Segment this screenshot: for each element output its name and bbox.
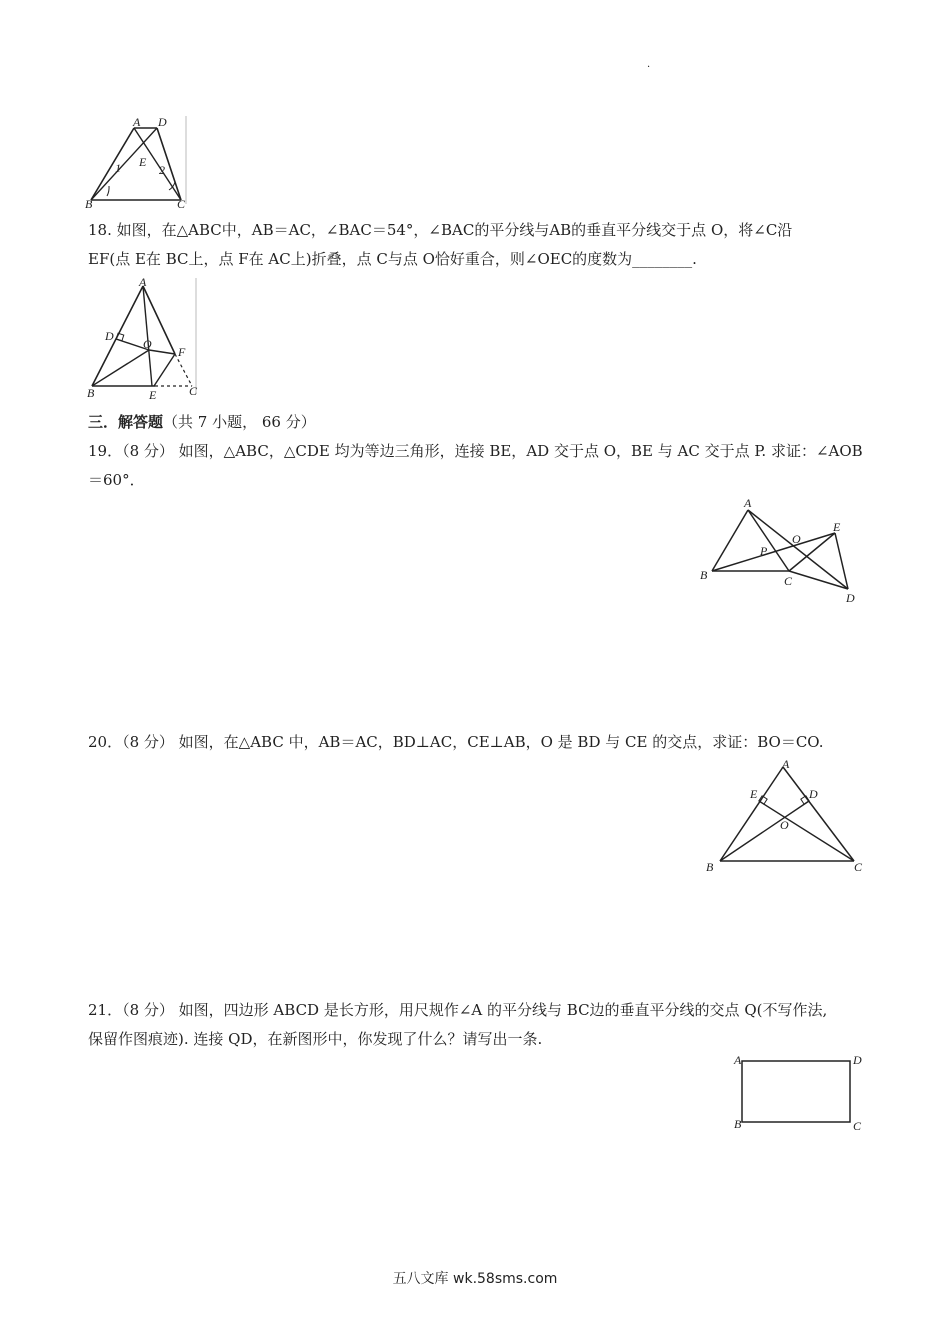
fig18-label-c: C bbox=[189, 384, 198, 398]
fig19-label-b: B bbox=[700, 568, 708, 582]
fig19-label-a: A bbox=[744, 496, 752, 510]
section-3-heading bbox=[88, 412, 316, 432]
q19-text-line1: 19．（8 分） 如图，△ABC，△CDE 均为等边三角形，连接 BE，AD 交于点 O，BE 与 AC 交于点 P. 求证：∠AOB bbox=[88, 442, 863, 460]
fig19-label-e: E bbox=[833, 520, 841, 534]
q21-text-line1: 21．（8 分） 如图，四边形 ABCD 是长方形，用尺规作∠A 的平分线与 BC边的垂直平分线的交点 Q(不写作法, bbox=[88, 1001, 828, 1019]
fig17-angle-1: 1 bbox=[115, 161, 121, 175]
section-3-title: 三．解答题 bbox=[88, 413, 164, 431]
fig18-label-f: F bbox=[178, 345, 186, 359]
section-3-points: （共 7 小题， 66 分） bbox=[163, 413, 316, 431]
q18-text-line2: EF(点 E在 BC上，点 F在 AC上)折叠，点 C与点 O恰好重合，则∠OEC的度数为________. bbox=[88, 250, 697, 268]
fig20-label-b: B bbox=[706, 860, 714, 874]
figure-q19 bbox=[698, 493, 868, 608]
fig19-label-o: O bbox=[792, 532, 801, 546]
fig17-label-d: D bbox=[158, 115, 167, 129]
fig21-label-b: B bbox=[734, 1117, 742, 1131]
fig17-label-e: E bbox=[139, 155, 147, 169]
fig20-label-a: A bbox=[782, 757, 790, 771]
figure-q18 bbox=[85, 276, 205, 400]
fig19-label-d: D bbox=[846, 591, 855, 605]
fig17-label-a: A bbox=[133, 115, 141, 129]
fig18-label-b: B bbox=[87, 386, 95, 400]
fig21-label-c: C bbox=[853, 1119, 862, 1133]
figure-q20 bbox=[704, 755, 869, 877]
fig18-label-a: A bbox=[139, 275, 147, 289]
fig20-label-d: D bbox=[809, 787, 818, 801]
fig19-label-p: P bbox=[760, 544, 768, 558]
figure-q17 bbox=[85, 112, 195, 210]
fig21-label-d: D bbox=[853, 1053, 862, 1067]
fig17-label-c: C bbox=[177, 197, 186, 211]
fig18-label-e: E bbox=[149, 388, 157, 402]
q19-text-line2: ＝60°． bbox=[88, 471, 145, 489]
fig21-label-a: A bbox=[734, 1053, 742, 1067]
fig17-angle-2: 2 bbox=[159, 163, 165, 177]
fig18-label-o: O bbox=[143, 337, 152, 351]
top-dot-mark: · bbox=[647, 62, 651, 73]
figure-q21 bbox=[732, 1052, 867, 1132]
fig18-label-d: D bbox=[105, 329, 114, 343]
q20-text-line1: 20．（8 分） 如图，在△ABC 中，AB＝AC，BD⊥AC，CE⊥AB，O 是 BD 与 CE 的交点，求证：BO＝CO. bbox=[88, 733, 824, 751]
fig20-label-e: E bbox=[750, 787, 758, 801]
fig20-label-c: C bbox=[854, 860, 863, 874]
q21-text-line2: 保留作图痕迹). 连接 QD，在新图形中，你发现了什么？请写出一条. bbox=[88, 1030, 543, 1048]
q18-text-line1: 18. 如图，在△ABC中，AB＝AC，∠BAC＝54°，∠BAC的平分线与AB的垂直平分线交于点 O，将∠C沿 bbox=[88, 221, 793, 239]
fig19-label-c: C bbox=[784, 574, 793, 588]
footer-watermark: 五八文库 wk.58sms.com bbox=[392, 1271, 558, 1287]
fig17-label-b: B bbox=[85, 197, 93, 211]
fig20-label-o: O bbox=[780, 818, 789, 832]
